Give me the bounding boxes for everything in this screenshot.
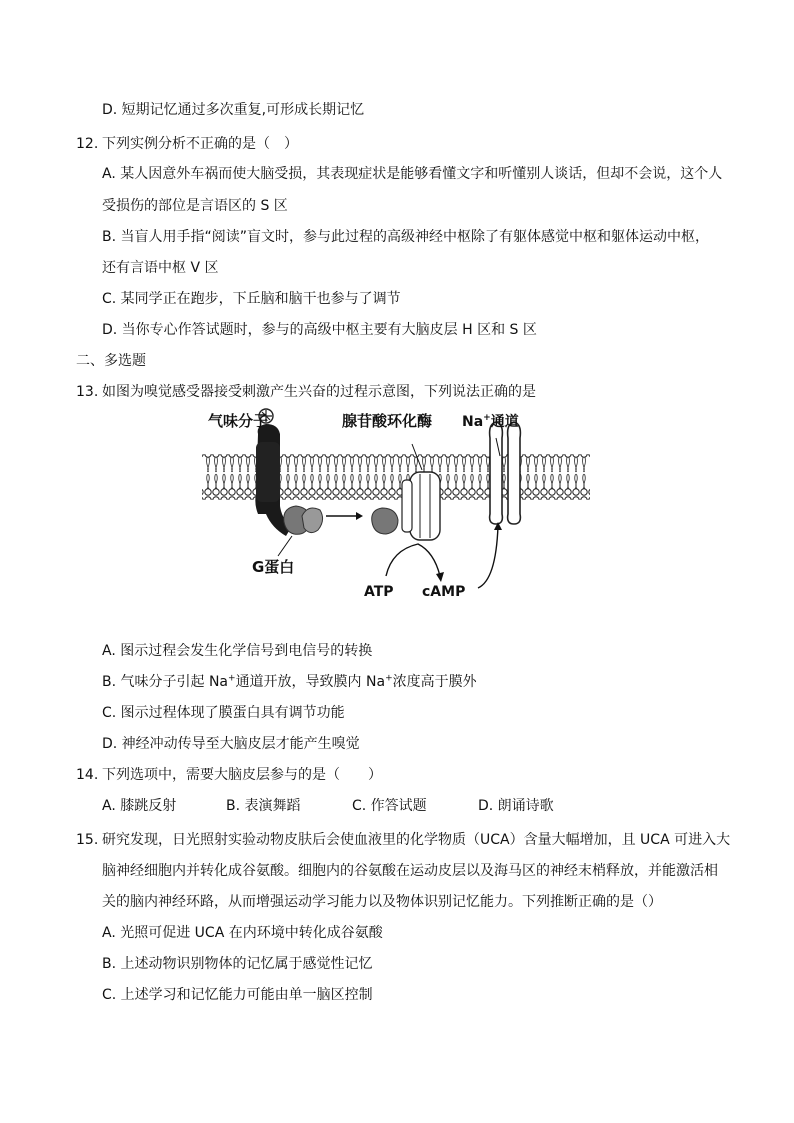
adenylate-cyclase xyxy=(402,472,440,540)
q15-stem-line1: 研究发现，日光照射实验动物皮肤后会使血液里的化学物质（UCA）含量大幅增加，且 UCA 可进入大 xyxy=(102,832,731,848)
q13-option-b-sup1: + xyxy=(228,673,236,684)
q14-stem: 下列选项中，需要大脑皮层参与的是（ ） xyxy=(102,767,382,783)
q12-number: 12. xyxy=(76,136,99,152)
label-na-superscript: + xyxy=(483,413,491,423)
q15-number: 15. xyxy=(76,832,99,848)
q12-option-d: D. 当你专心作答试题时，参与的高级中枢主要有大脑皮层 H 区和 S 区 xyxy=(102,322,537,338)
q11-option-d: D. 短期记忆通过多次重复,可形成长期记忆 xyxy=(102,102,365,118)
q14-option-b: B. 表演舞蹈 xyxy=(226,798,301,814)
q13-option-b-sup2: + xyxy=(385,673,393,684)
q14-option-a: A. 膝跳反射 xyxy=(102,798,177,814)
q13-option-b xyxy=(102,672,477,692)
q12-stem: 下列实例分析不正确的是（ ） xyxy=(102,136,298,152)
label-na-base: Na xyxy=(462,414,484,430)
atp-to-camp-arrow xyxy=(386,544,440,576)
label-g-protein: G蛋白 xyxy=(252,558,295,576)
q15-stem-line3: 关的脑内神经环路，从而增强运动学习能力以及物体识别记忆能力。下列推断正确的是（） xyxy=(102,894,662,910)
q14-option-c: C. 作答试题 xyxy=(352,798,427,814)
q15-option-c: C. 上述学习和记忆能力可能由单一脑区控制 xyxy=(102,987,373,1003)
camp-to-channel-arrow xyxy=(478,526,498,588)
label-na-channel xyxy=(462,413,519,430)
q14-option-d: D. 朗诵诗歌 xyxy=(478,798,554,814)
q13-option-b-pre: B. 气味分子引起 Na xyxy=(102,674,229,690)
g-protein-pointer xyxy=(278,536,292,556)
q15-option-a: A. 光照可促进 UCA 在内环境中转化成谷氨酸 xyxy=(102,925,383,941)
q14-number: 14. xyxy=(76,767,99,783)
q12-option-a-line1: A. 某人因意外车祸而使大脑受损，其表现症状是能够看懂文字和听懂别人谈话，但却不会说，这个人 xyxy=(102,166,723,182)
q13-option-b-post: 浓度高于膜外 xyxy=(392,674,477,690)
q13-option-c: C. 图示过程体现了膜蛋白具有调节功能 xyxy=(102,705,345,721)
q13-option-b-mid: 通道开放，导致膜内 Na xyxy=(235,674,386,690)
olfactory-receptor-diagram xyxy=(196,404,596,604)
label-na-suffix: 通道 xyxy=(490,414,519,430)
label-camp: cAMP xyxy=(422,584,466,600)
label-atp: ATP xyxy=(364,584,394,600)
q13-number: 13. xyxy=(76,384,99,400)
label-adenylate-cyclase: 腺苷酸环化酶 xyxy=(342,412,433,430)
q12-option-c: C. 某同学正在跑步，下丘脑和脑干也参与了调节 xyxy=(102,291,401,307)
g-protein xyxy=(284,506,323,534)
q15-option-b: B. 上述动物识别物体的记忆属于感觉性记忆 xyxy=(102,956,373,972)
q13-option-a: A. 图示过程会发生化学信号到电信号的转换 xyxy=(102,643,373,659)
q12-option-b-line2: 还有言语中枢 V 区 xyxy=(102,260,219,276)
label-odor-molecule: 气味分子 xyxy=(208,412,269,430)
q12-option-a-line2: 受损伤的部位是言语区的 S 区 xyxy=(102,198,288,214)
q15-stem-line2: 脑神经细胞内并转化成谷氨酸。细胞内的谷氨酸在运动皮层以及海马区的神经末梢释放，并能激活相 xyxy=(102,863,718,879)
section-title: 二、多选题 xyxy=(76,353,146,369)
activated-g-alpha xyxy=(372,508,398,534)
q13-stem: 如图为嗅觉感受器接受刺激产生兴奋的过程示意图，下列说法正确的是 xyxy=(102,384,536,400)
q13-option-d: D. 神经冲动传导至大脑皮层才能产生嗅觉 xyxy=(102,736,360,752)
q12-option-b-line1: B. 当盲人用手指“阅读”盲文时，参与此过程的高级神经中枢除了有躯体感觉中枢和躯体运动中枢， xyxy=(102,229,710,245)
